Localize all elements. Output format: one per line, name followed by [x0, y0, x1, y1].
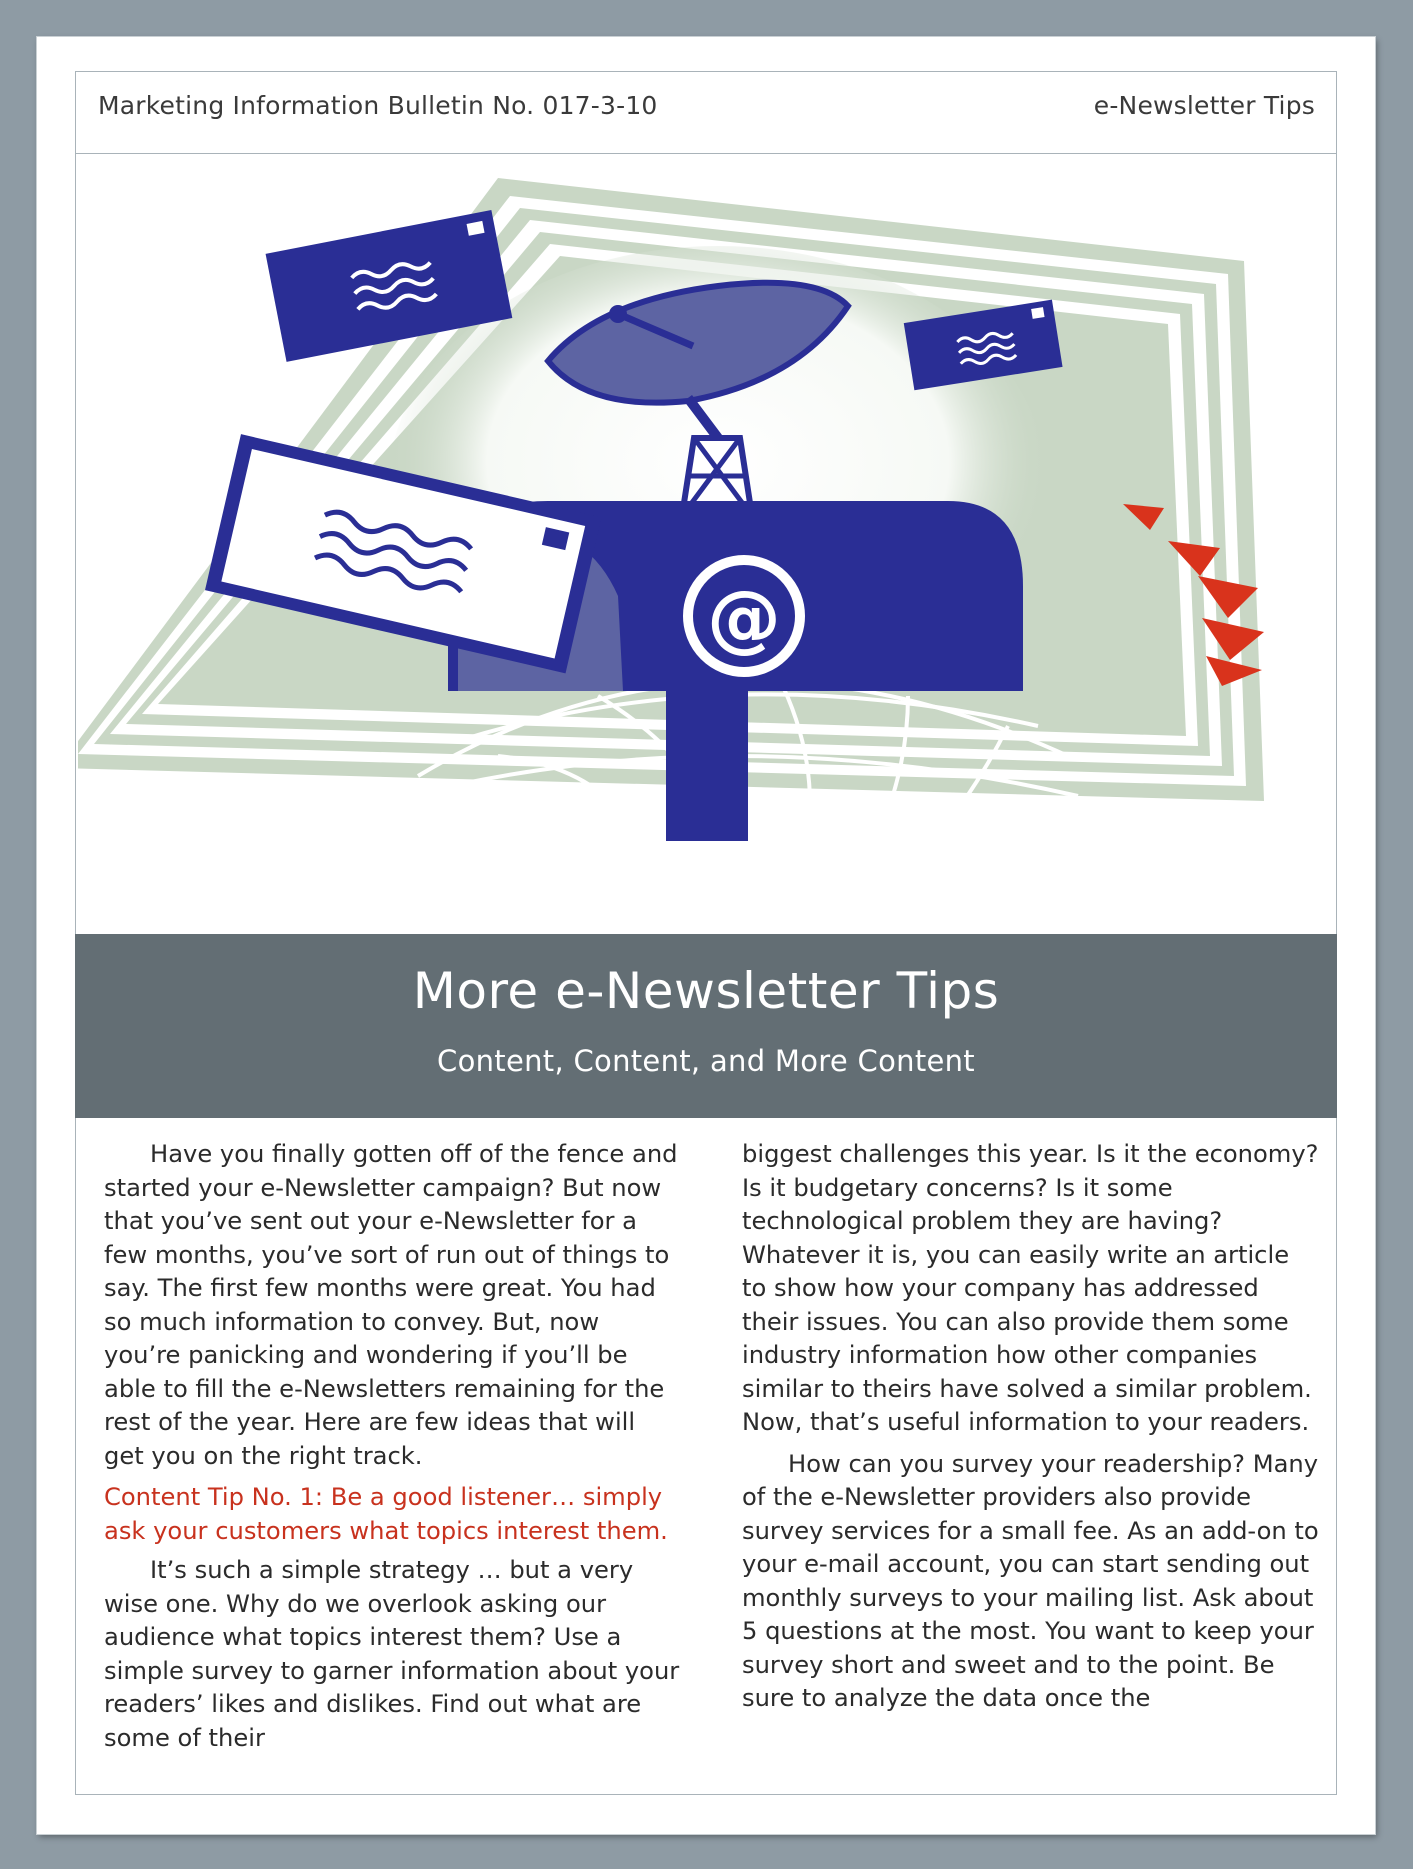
bulletin-number: Marketing Information Bulletin No. 017-3-10: [98, 91, 658, 120]
newsletter-illustration: [78, 156, 1334, 934]
challenges-paragraph: biggest challenges this year. Is it the economy? Is it budgetary concerns? Is it some technological problem they are having? Whatever it is, you can easily write an article to show how your company has addressed their issues. You can also provide them some industry information how other companies similar to theirs have solved a similar problem. Now, that’s useful information to your readers.: [742, 1140, 1319, 1436]
section-name: e-Newsletter Tips: [1093, 91, 1315, 120]
title-banner: [75, 934, 1337, 1118]
strategy-paragraph: It’s such a simple strategy … but a very wise one. Why do we overlook asking our audience what topics interest them? Use a simple survey to garner information about your readers’ likes and dislikes. Find out what are some of their: [104, 1556, 680, 1752]
left-column: [104, 1138, 682, 1763]
right-column: [742, 1138, 1320, 1724]
at-sign-icon: @: [707, 575, 781, 661]
content-tip-heading: Content Tip No. 1: Be a good listener… simply ask your customers what topics interest them.: [104, 1483, 668, 1545]
header-divider: [75, 153, 1337, 154]
survey-paragraph: How can you survey your readership? Many of the e-Newsletter providers also provide survey services for a small fee. As an add-on to your e-mail account, you can start sending out monthly surveys to your mailing list. Ask about 5 questions at the most. You want to keep your survey short and sweet and to the point. Be sure to analyze the data once the: [742, 1449, 1319, 1712]
page-title: More e-Newsletter Tips: [412, 962, 1000, 1020]
intro-paragraph: Have you finally gotten off of the fence and started your e-Newsletter campaign? But now that you’ve sent out your e-Newsletter for a few months, you’ve sort of run out of things to say. The first few months were great. You had so much information to convey. But, now you’re panicking and wondering if you’ll be able to fill the e-Newsletters remaining for the rest of the year. Here are few ideas that will get you on the right track.: [104, 1140, 678, 1470]
page-subtitle: Content, Content, and More Content: [437, 1044, 975, 1078]
